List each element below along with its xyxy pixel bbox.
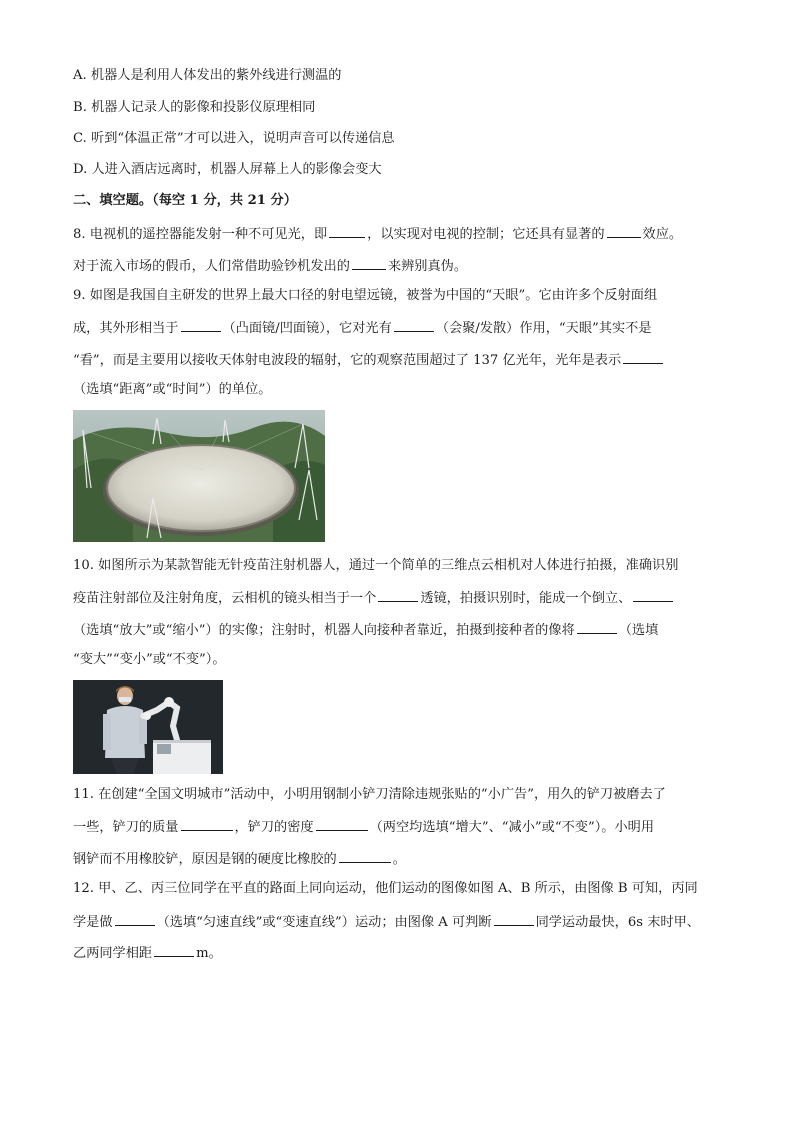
text-segment: 一些，铲刀的质量	[73, 820, 179, 835]
text-segment: 同学运动最快，6s 末时甲、	[535, 915, 700, 930]
question-9-line-1: 9. 如图是我国自主研发的世界上最大口径的射电望远镜，被誉为中国的“天眼”。它由许多个反射面组	[73, 288, 658, 303]
question-8-line-1	[73, 224, 682, 244]
answer-blank	[115, 912, 155, 926]
question-9-line-3	[73, 350, 665, 370]
answer-blank	[316, 817, 368, 831]
option-b: B. 机器人记录人的影像和投影仪原理相同	[73, 100, 316, 115]
answer-blank	[339, 849, 391, 863]
option-a: A. 机器人是利用人体发出的紫外线进行测温的	[73, 68, 342, 83]
text-segment: 乙两同学相距	[73, 946, 153, 961]
answer-blank	[494, 912, 534, 926]
option-c: C. 听到“体温正常”才可以进入，说明声音可以传递信息	[73, 131, 395, 146]
answer-blank	[633, 588, 673, 602]
text-segment: 对于流入市场的假币，人们常借助验钞机发出的	[73, 259, 350, 274]
question-10-line-4: “变大”“变小”或“不变”）。	[73, 652, 226, 667]
text-segment: （选填	[618, 623, 659, 638]
answer-blank	[623, 350, 663, 364]
text-segment: 疫苗注射部位及注射角度，云相机的镜头相当于一个	[73, 591, 377, 606]
text-segment: （会聚/发散）作用，“天眼”其实不是	[435, 321, 652, 336]
text-segment: 来辨别真伪。	[387, 259, 468, 274]
text-segment: ，以实现对电视的控制；它还具有显著的	[367, 227, 605, 242]
text-segment: （凸面镜/凹面镜），它对光有	[222, 321, 392, 336]
question-10-line-1: 10. 如图所示为某款智能无针疫苗注射机器人，通过一个简单的三维点云相机对人体进行拍摄，准确识别	[73, 558, 679, 573]
answer-blank	[577, 620, 617, 634]
text-segment: （选填“匀速直线”或“变速直线”）运动；由图像 A 可判断	[156, 915, 492, 930]
question-10-line-3	[73, 620, 658, 640]
question-9-line-4: （选填“距离”或“时间”）的单位。	[73, 382, 272, 397]
question-11-line-3	[73, 849, 406, 869]
question-9-line-2	[73, 318, 652, 338]
question-8-line-2	[73, 256, 467, 276]
question-11-line-1: 11. 在创建“全国文明城市”活动中，小明用钢制小铲刀清除违规张贴的“小广告”，用久的铲刀被磨去了	[73, 787, 666, 802]
question-12-line-3	[73, 943, 222, 963]
text-segment: 。	[392, 852, 406, 867]
text-segment: （两空均选填“增大”、“减小”或“不变”）。小明用	[369, 820, 655, 835]
answer-blank	[378, 588, 418, 602]
text-segment: m。	[196, 946, 222, 961]
answer-blank	[607, 224, 641, 238]
answer-blank	[181, 318, 221, 332]
answer-blank	[181, 817, 233, 831]
answer-blank	[352, 256, 386, 270]
answer-blank	[329, 224, 365, 238]
text-segment: （选填“放大”或“缩小”）的实像；注射时，机器人向接种者靠近，拍摄到接种者的像将	[73, 623, 575, 638]
text-segment: “看”，而是主要用以接收天体射电波段的辐射，它的观察范围超过了 137 亿光年，光年是表示	[73, 353, 622, 368]
answer-blank	[154, 943, 194, 957]
telescope-illustration	[73, 410, 325, 542]
text-segment: 学是做	[73, 915, 113, 930]
answer-blank	[394, 318, 434, 332]
text-segment: 钢铲而不用橡胶铲，原因是钢的硬度比橡胶的	[73, 852, 337, 867]
radio-telescope-photo	[73, 410, 325, 542]
section-title: 二、填空题。（每空 1 分，共 21 分）	[73, 193, 297, 208]
question-11-line-2	[73, 817, 654, 837]
option-d: D. 人进入酒店远离时，机器人屏幕上人的影像会变大	[73, 162, 382, 177]
question-12-line-1: 12. 甲、乙、丙三位同学在平直的路面上同向运动，他们运动的图像如图 A、B 所示，由图像 B 可知，丙同	[73, 881, 698, 896]
question-12-line-2	[73, 912, 700, 932]
question-10-line-2	[73, 588, 675, 608]
text-segment: 透镜，拍摄识别时，能成一个倒立、	[420, 591, 632, 606]
text-segment: ，铲刀的密度	[234, 820, 314, 835]
robot-illustration	[73, 680, 223, 774]
vaccine-robot-photo	[73, 680, 223, 774]
text-segment: 成，其外形相当于	[73, 321, 179, 336]
text-segment: 效应。	[642, 227, 683, 242]
text-segment: 8. 电视机的遥控器能发射一种不可见光，即	[73, 227, 328, 242]
